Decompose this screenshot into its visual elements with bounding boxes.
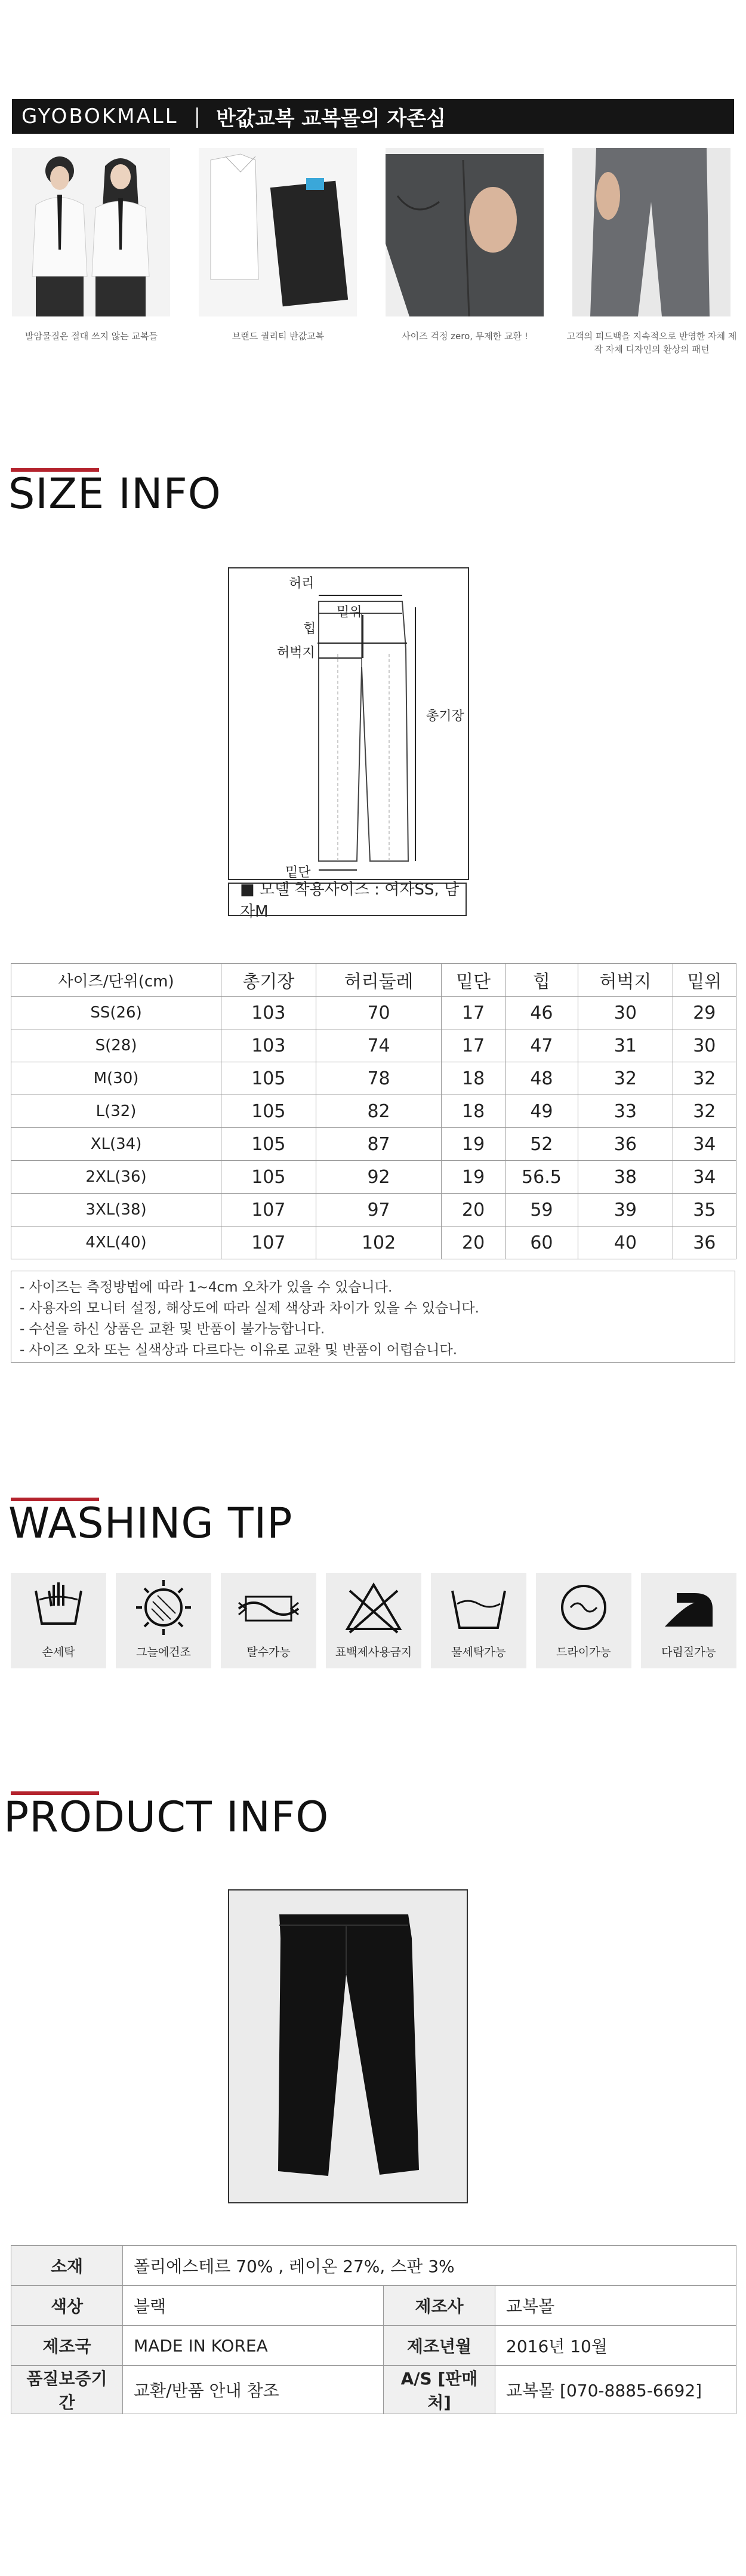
table-row [11, 1161, 736, 1194]
as-value: 교복몰 [070-8885-6692] [495, 2366, 736, 2414]
table-row [11, 1128, 736, 1161]
col-header: 밑위 [673, 964, 736, 997]
maker-label: 제조사 [384, 2286, 495, 2326]
size-cell: 2XL(36) [11, 1161, 221, 1194]
date-value: 2016년 10월 [495, 2326, 736, 2366]
value-cell: 105 [221, 1128, 316, 1161]
wash-label: 물세탁가능 [451, 1646, 506, 1659]
value-cell: 87 [316, 1128, 442, 1161]
value-cell: 30 [578, 997, 673, 1029]
col-header: 허리둘레 [316, 964, 442, 997]
wash-label: 그늘에건조 [136, 1646, 191, 1659]
value-cell: 60 [505, 1226, 578, 1259]
label-hip: 힙 [303, 622, 316, 637]
value-cell: 49 [505, 1095, 578, 1128]
warranty-value: 교환/반품 안내 참조 [123, 2366, 384, 2414]
product-image [228, 1889, 468, 2203]
value-cell: 70 [316, 997, 442, 1029]
model-size-note: ■ 모델 착용사이즈 : 여자SS, 남자M [228, 883, 467, 916]
label-waist: 허리 [289, 576, 315, 591]
value-cell: 46 [505, 997, 578, 1029]
banner-separator: | [193, 104, 201, 128]
size-cell: 4XL(40) [11, 1226, 221, 1259]
value-cell: 32 [578, 1062, 673, 1095]
feature-image-uniform [199, 148, 357, 316]
value-cell: 31 [578, 1029, 673, 1062]
col-header: 총기장 [221, 964, 316, 997]
feature-image-models [12, 148, 170, 316]
col-header: 사이즈/단위(cm) [11, 964, 221, 997]
label-hem: 밑단 [285, 865, 311, 880]
value-cell: 18 [442, 1095, 505, 1128]
warranty-label: 품질보증기간 [11, 2366, 123, 2414]
feature-caption-1: 발암물질은 절대 쓰지 않는 교복들 [25, 331, 158, 342]
size-diagram [228, 567, 469, 880]
feature-caption-2: 브랜드 퀄리티 반값교복 [232, 331, 325, 342]
feature-caption-4: 고객의 피드백을 지속적으로 반영한 자체 제작 자체 디자인의 환상의 패턴 [566, 331, 737, 355]
value-cell: 29 [673, 997, 736, 1029]
feature-image-pants-detail [386, 148, 544, 316]
value-cell: 30 [673, 1029, 736, 1062]
size-cell: M(30) [11, 1062, 221, 1095]
date-label: 제조년월 [384, 2326, 495, 2366]
value-cell: 18 [442, 1062, 505, 1095]
value-cell: 40 [578, 1226, 673, 1259]
value-cell: 107 [221, 1194, 316, 1226]
value-cell: 82 [316, 1095, 442, 1128]
table-row [11, 2366, 736, 2414]
value-cell: 32 [673, 1095, 736, 1128]
product-info-table [11, 2245, 736, 2414]
value-cell: 74 [316, 1029, 442, 1062]
value-cell: 48 [505, 1062, 578, 1095]
banner-slogan: 반값교복 교복몰의 자존심 [216, 106, 446, 131]
value-cell: 47 [505, 1029, 578, 1062]
washing-title: WASHING TIP [8, 1499, 293, 1548]
product-info-title: PRODUCT INFO [4, 1793, 329, 1842]
size-table-header [11, 964, 736, 997]
wash-label: 드라이가능 [556, 1646, 611, 1659]
value-cell: 105 [221, 1062, 316, 1095]
value-cell: 105 [221, 1161, 316, 1194]
label-length: 총기장 [426, 709, 464, 724]
color-label: 색상 [11, 2286, 123, 2326]
wash-label: 표백제사용금지 [335, 1646, 412, 1659]
size-cell: SS(26) [11, 997, 221, 1029]
country-label: 제조국 [11, 2326, 123, 2366]
value-cell: 92 [316, 1161, 442, 1194]
table-row [11, 1194, 736, 1226]
size-table [11, 963, 736, 1259]
value-cell: 33 [578, 1095, 673, 1128]
value-cell: 78 [316, 1062, 442, 1095]
material-value: 폴리에스테르 70% , 레이온 27%, 스판 3% [123, 2246, 736, 2286]
note-line: - 사이즈 오차 또는 실색상과 다르다는 이유로 교환 및 반품이 어렵습니다. [20, 1342, 458, 1358]
table-row [11, 2326, 736, 2366]
value-cell: 59 [505, 1194, 578, 1226]
size-cell: 3XL(38) [11, 1194, 221, 1226]
note-line: - 사이즈는 측정방법에 따라 1~4cm 오차가 있을 수 있습니다. [20, 1280, 393, 1295]
material-label: 소재 [11, 2246, 123, 2286]
note-line: - 수선을 하신 상품은 교환 및 반품이 불가능합니다. [20, 1321, 325, 1337]
label-thigh: 허벅지 [277, 645, 315, 660]
value-cell: 19 [442, 1128, 505, 1161]
table-row [11, 1226, 736, 1259]
table-row [11, 2286, 736, 2326]
value-cell: 103 [221, 997, 316, 1029]
feature-caption-3: 사이즈 걱정 zero, 무제한 교환 ! [402, 331, 528, 342]
value-cell: 107 [221, 1226, 316, 1259]
size-cell: S(28) [11, 1029, 221, 1062]
value-cell: 105 [221, 1095, 316, 1128]
color-value: 블랙 [123, 2286, 384, 2326]
size-cell: L(32) [11, 1095, 221, 1128]
value-cell: 52 [505, 1128, 578, 1161]
value-cell: 34 [673, 1128, 736, 1161]
table-row [11, 2246, 736, 2286]
feature-image-pattern [572, 148, 730, 316]
value-cell: 34 [673, 1161, 736, 1194]
value-cell: 35 [673, 1194, 736, 1226]
value-cell: 36 [673, 1226, 736, 1259]
wash-label: 손세탁 [42, 1646, 75, 1659]
col-header: 허벅지 [578, 964, 673, 997]
as-label: A/S [판매처] [384, 2366, 495, 2414]
note-line: - 사용자의 모니터 설정, 해상도에 따라 실제 색상과 차이가 있을 수 있습니다. [20, 1301, 479, 1316]
wash-label: 다림질가능 [661, 1646, 716, 1659]
brand-banner [12, 99, 734, 134]
value-cell: 32 [673, 1062, 736, 1095]
value-cell: 38 [578, 1161, 673, 1194]
value-cell: 102 [316, 1226, 442, 1259]
size-info-title: SIZE INFO [8, 469, 221, 518]
value-cell: 17 [442, 997, 505, 1029]
country-value: MADE IN KOREA [123, 2326, 384, 2366]
col-header: 힙 [505, 964, 578, 997]
table-row [11, 1062, 736, 1095]
value-cell: 39 [578, 1194, 673, 1226]
col-header: 밑단 [442, 964, 505, 997]
label-rise: 밑위 [337, 605, 362, 620]
value-cell: 20 [442, 1226, 505, 1259]
value-cell: 20 [442, 1194, 505, 1226]
wash-label: 탈수가능 [246, 1646, 291, 1659]
table-row [11, 1095, 736, 1128]
value-cell: 56.5 [505, 1161, 578, 1194]
value-cell: 103 [221, 1029, 316, 1062]
table-row [11, 1029, 736, 1062]
value-cell: 19 [442, 1161, 505, 1194]
value-cell: 17 [442, 1029, 505, 1062]
table-row [11, 997, 736, 1029]
value-cell: 97 [316, 1194, 442, 1226]
size-notes [11, 1271, 735, 1363]
maker-value: 교복몰 [495, 2286, 736, 2326]
value-cell: 36 [578, 1128, 673, 1161]
size-cell: XL(34) [11, 1128, 221, 1161]
brand-name: GYOBOKMALL [21, 104, 178, 128]
